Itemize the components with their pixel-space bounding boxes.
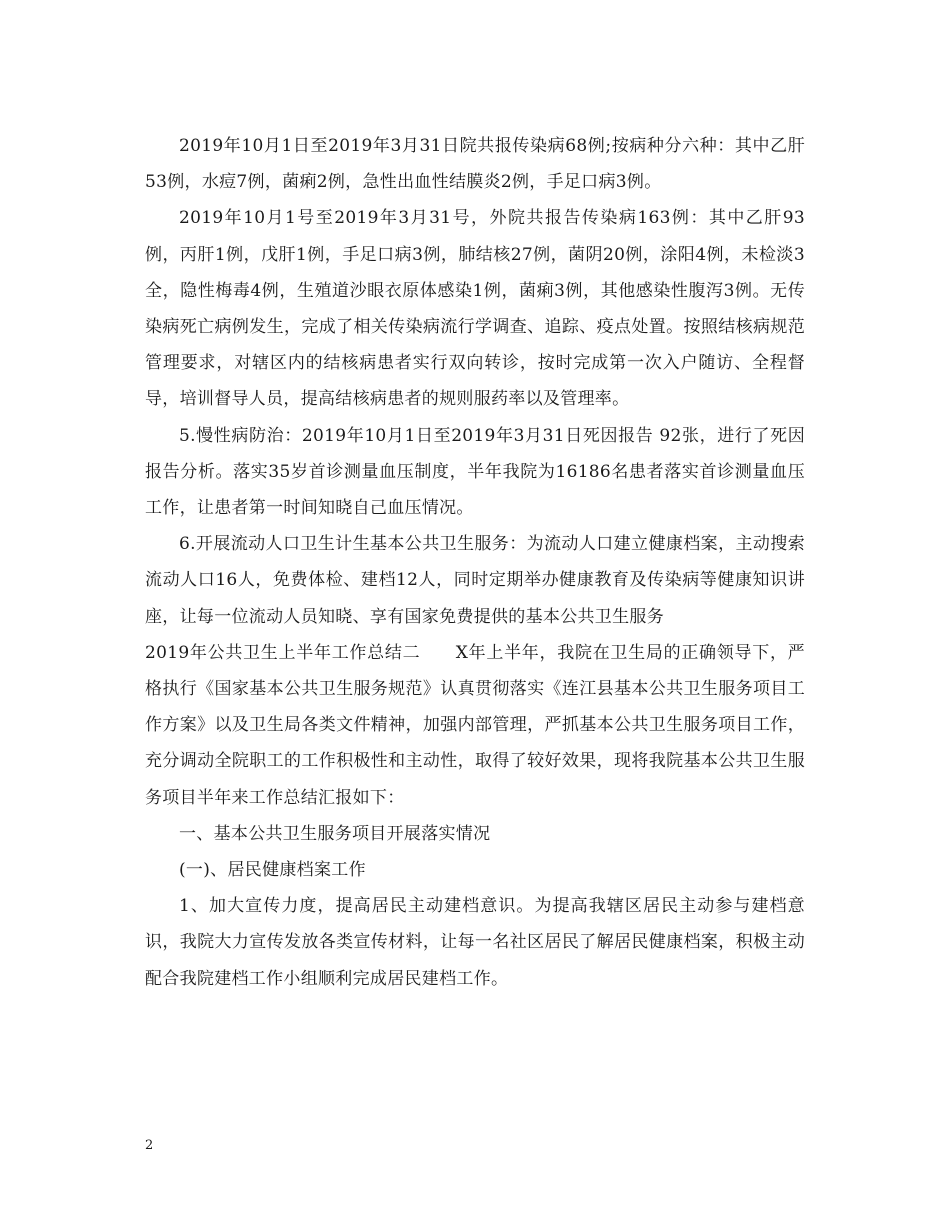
paragraph-chronic-disease: 5.慢性病防治：2019年10月1日至2019年3月31日死因报告 92张，进行了死因报告分析。落实35岁首诊测量血压制度，半年我院为16186名患者落实首诊测量血压工作，让患者第一时间知晓自己血压情况。 bbox=[145, 425, 805, 519]
document-body bbox=[145, 128, 805, 997]
paragraph-summary-two-intro: 2019年公共卫生上半年工作总结二 X年上半年，我院在卫生局的正确领导下，严格执行《国家基本公共卫生服务规范》认真贯彻落实《连江县基本公共卫生服务项目工作方案》以及卫生局各类文件精神，加强内部管理，严抓基本公共卫生服务项目工作，充分调动全院职工的工作积极性和主动性，取得了较好效果，现将我院基本公共卫生服务项目半年来工作总结汇报如下： bbox=[145, 642, 805, 808]
page-number: 2 bbox=[145, 1138, 154, 1153]
section-heading-one: 一、基本公共卫生服务项目开展落实情况 bbox=[179, 823, 491, 844]
subsection-heading-health-records: (一)、居民健康档案工作 bbox=[179, 860, 366, 881]
paragraph-infectious-disease-internal: 2019年10月1日至2019年3月31日院共报传染病68例;按病种分六种：其中乙肝53例，水痘7例，菌痢2例，急性出血性结膜炎2例，手足口病3例。 bbox=[145, 136, 805, 193]
paragraph-health-records-publicity: 1、加大宣传力度，提高居民主动建档意识。为提高我辖区居民主动参与建档意识，我院大力宣传发放各类宣传材料，让每一名社区居民了解居民健康档案，积极主动配合我院建档工作小组顺利完成居民建档工作。 bbox=[145, 896, 805, 989]
paragraph-infectious-disease-external: 2019年10月1号至2019年3月31号，外院共报告传染病163例：其中乙肝93例，丙肝1例，戊肝1例，手足口病3例，肺结核27例，菌阴20例，涂阳4例，未检淡3全，隐性梅毒4例，生殖道沙眼衣原体感染1例，菌痢3例，其他感染性腹泻3例。无传染病死亡病例发生，完成了相关传染病流行学调查、追踪、疫点处置。按照结核病规范管理要求，对辖区内的结核病患者实行双向转诊，按时完成第一次入户随访、全程督导，培训督导人员，提高结核病患者的规则服药率以及管理率。 bbox=[145, 208, 805, 410]
paragraph-floating-population: 6.开展流动人口卫生计生基本公共卫生服务：为流动人口建立健康档案，主动搜索流动人口16人，免费体检、建档12人，同时定期举办健康教育及传染病等健康知识讲座，让每一位流动人员知晓、享有国家免费提供的基本公共卫生服务 bbox=[145, 534, 805, 627]
